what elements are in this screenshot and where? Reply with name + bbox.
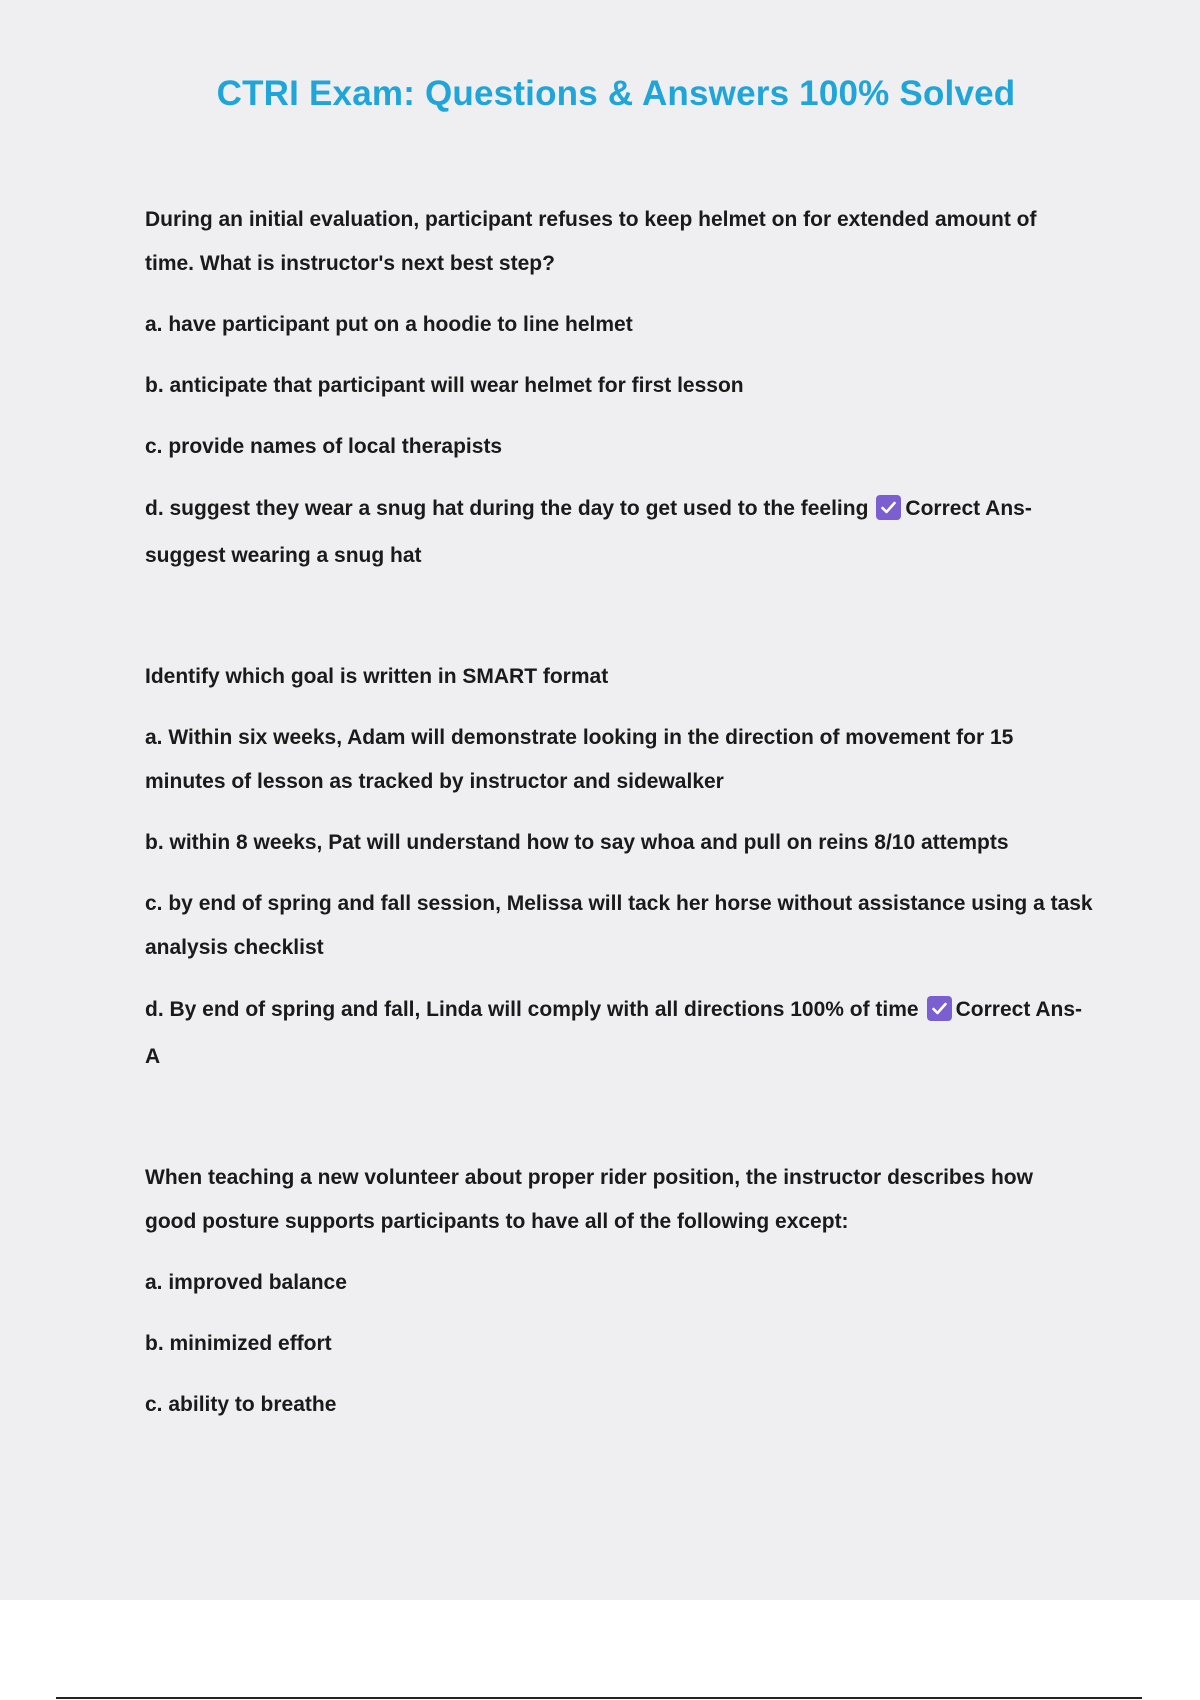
document-title: CTRI Exam: Questions & Answers 100% Solved bbox=[216, 74, 1016, 113]
question-1-answer-label: Correct Ans- bbox=[905, 497, 1032, 520]
question-2-option-d: d. By end of spring and fall, Linda will comply with all directions 100% of time bbox=[145, 998, 919, 1021]
question-2-option-c-line-1: c. by end of spring and fall session, Melissa will tack her horse without assistance using a task bbox=[145, 892, 1093, 915]
question-1-text-line-2: time. What is instructor's next best step? bbox=[145, 252, 555, 275]
question-2-text-line-1: Identify which goal is written in SMART format bbox=[145, 665, 609, 688]
question-2-option-b: b. within 8 weeks, Pat will understand how to say whoa and pull on reins 8/10 attempts bbox=[145, 831, 1009, 854]
checkbox-checked-icon bbox=[927, 996, 952, 1021]
question-3-text-line-2: good posture supports participants to have all of the following except: bbox=[145, 1210, 849, 1233]
question-1-option-b: b. anticipate that participant will wear helmet for first lesson bbox=[145, 374, 744, 397]
question-1-answer-value: suggest wearing a snug hat bbox=[145, 544, 422, 567]
question-3-option-b: b. minimized effort bbox=[145, 1332, 332, 1355]
question-1-option-a: a. have participant put on a hoodie to line helmet bbox=[145, 313, 633, 336]
question-3-text-line-1: When teaching a new volunteer about proper rider position, the instructor describes how bbox=[145, 1166, 1033, 1189]
question-2-answer-label: Correct Ans- bbox=[955, 998, 1083, 1021]
question-3-option-a: a. improved balance bbox=[145, 1271, 347, 1294]
question-2-option-a-line-2: minutes of lesson as tracked by instructor and sidewalker bbox=[145, 770, 724, 793]
question-1-option-d: d. suggest they wear a snug hat during the day to get used to the feeling bbox=[145, 497, 869, 520]
question-2-option-c-line-2: analysis checklist bbox=[145, 936, 324, 959]
question-3-option-c: c. ability to breathe bbox=[145, 1393, 337, 1416]
question-1-option-c: c. provide names of local therapists bbox=[145, 435, 503, 458]
question-2-answer-value: A bbox=[145, 1045, 161, 1068]
question-1-text-line-1: During an initial evaluation, participant refuses to keep helmet on for extended amount of bbox=[145, 208, 1037, 231]
question-1-option-d-line bbox=[145, 487, 1032, 531]
question-2-option-d-line bbox=[145, 988, 1082, 1032]
page-bottom-divider bbox=[56, 1697, 1142, 1699]
question-2-option-a-line-1: a. Within six weeks, Adam will demonstrate looking in the direction of movement for 15 bbox=[145, 726, 1014, 749]
checkbox-checked-icon bbox=[876, 495, 901, 520]
